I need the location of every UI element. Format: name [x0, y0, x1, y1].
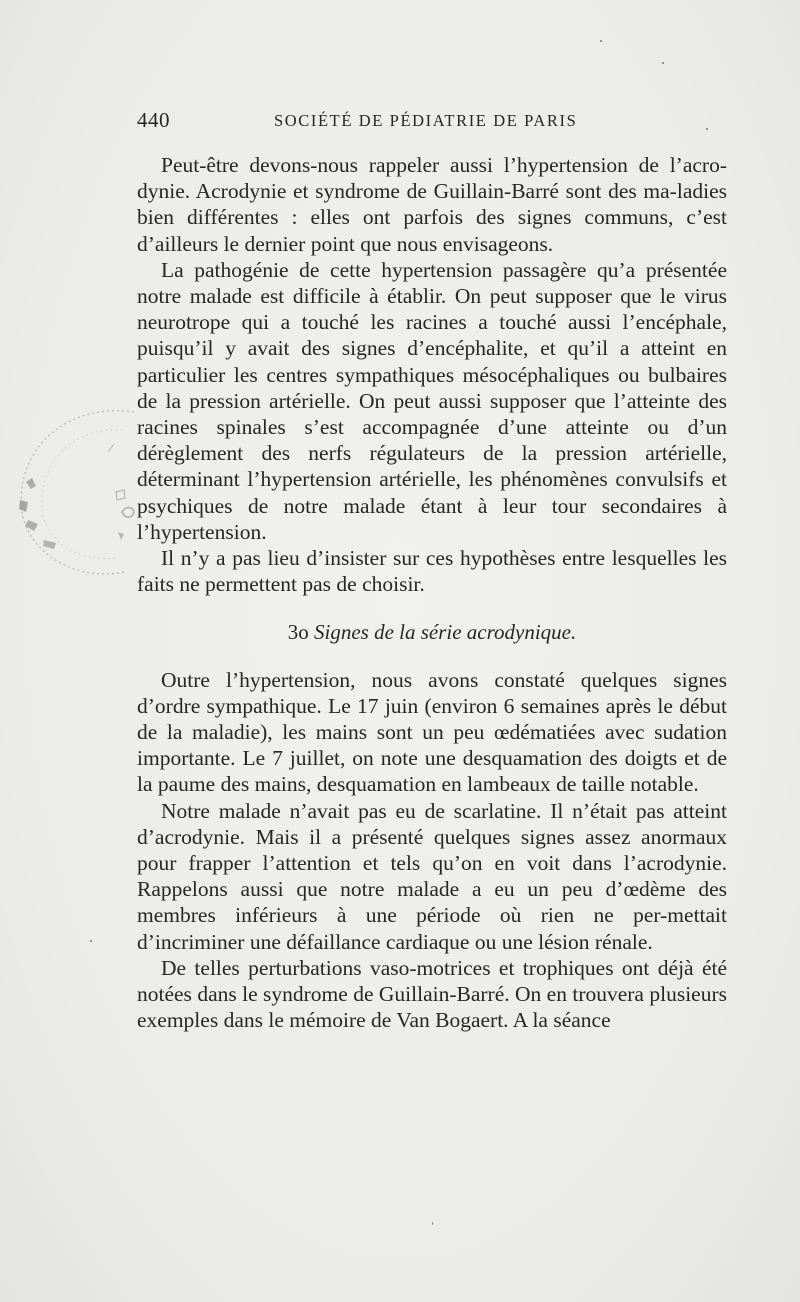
- paragraph: Peut-être devons-nous rappeler aussi l’hypertension de l’acro-dynie. Acrodynie et syndrome de Guillain-Barré sont des ma-ladies bien différentes : elles ont parfois des signes communs, c’est d’ailleurs le dernier point que nous envisageons.: [137, 153, 727, 256]
- paragraph: Notre malade n’avait pas eu de scarlatine. Il n’était pas atteint d’acrodynie. Mais il a présenté quelques signes assez anormaux pour frapper l’attention et tels qu’on en voit dans l’acrodynie. Rappelons aussi que notre malade a eu un peu d’œdème des membres inférieurs à une période où rien ne per-mettait d’incriminer une défaillance cardiaque ou une lésion rénale.: [137, 798, 727, 954]
- body-text: [137, 152, 727, 1034]
- paragraph: Il n’y a pas lieu d’insister sur ces hypothèses entre lesquelles les faits ne permettent pas de choisir.: [137, 546, 727, 597]
- page-number: 440: [137, 108, 170, 132]
- paragraph: La pathogénie de cette hypertension passagère qu’a présentée notre malade est difficile à établir. On peut supposer que le virus neurotrope qui a touché les racines a touché aussi l’encéphale, puisqu’il y avait des signes d’encéphalite, et qu’il a atteint en particulier les centres sympathiques mésocéphaliques ou bulbaires de la pression artérielle. On peut aussi supposer que l’atteinte des racines spinales s’est accompagnée d’une atteinte ou d’un dérèglement des nerfs régulateurs de la pression artérielle, déterminant l’hypertension artérielle, les phénomènes convulsifs et psychiques de notre malade étant à leur tour secondaires à l’hypertension.: [137, 257, 727, 544]
- paragraph: Outre l’hypertension, nous avons constaté quelques signes d’ordre sympathique. Le 17 juin (environ 6 semaines après le début de la maladie), les mains sont un peu œdématiées avec sudation importante. Le 7 juillet, on note une desquamation des doigts et de la paume des mains, desquamation en lambeaux de taille notable.: [137, 667, 727, 797]
- section-title: Signes de la série acrodynique.: [314, 620, 577, 645]
- running-title: SOCIÉTÉ DE PÉDIATRIE DE PARIS: [274, 111, 578, 130]
- page-header: [137, 108, 727, 138]
- section-number: 3o: [287, 620, 309, 645]
- paragraph: De telles perturbations vaso-motrices et trophiques ont déjà été notées dans le syndrome de Guillain-Barré. On en trouvera plusieurs exemples dans le mémoire de Van Bogaert. A la séance: [137, 955, 727, 1033]
- section-heading: [137, 619, 727, 645]
